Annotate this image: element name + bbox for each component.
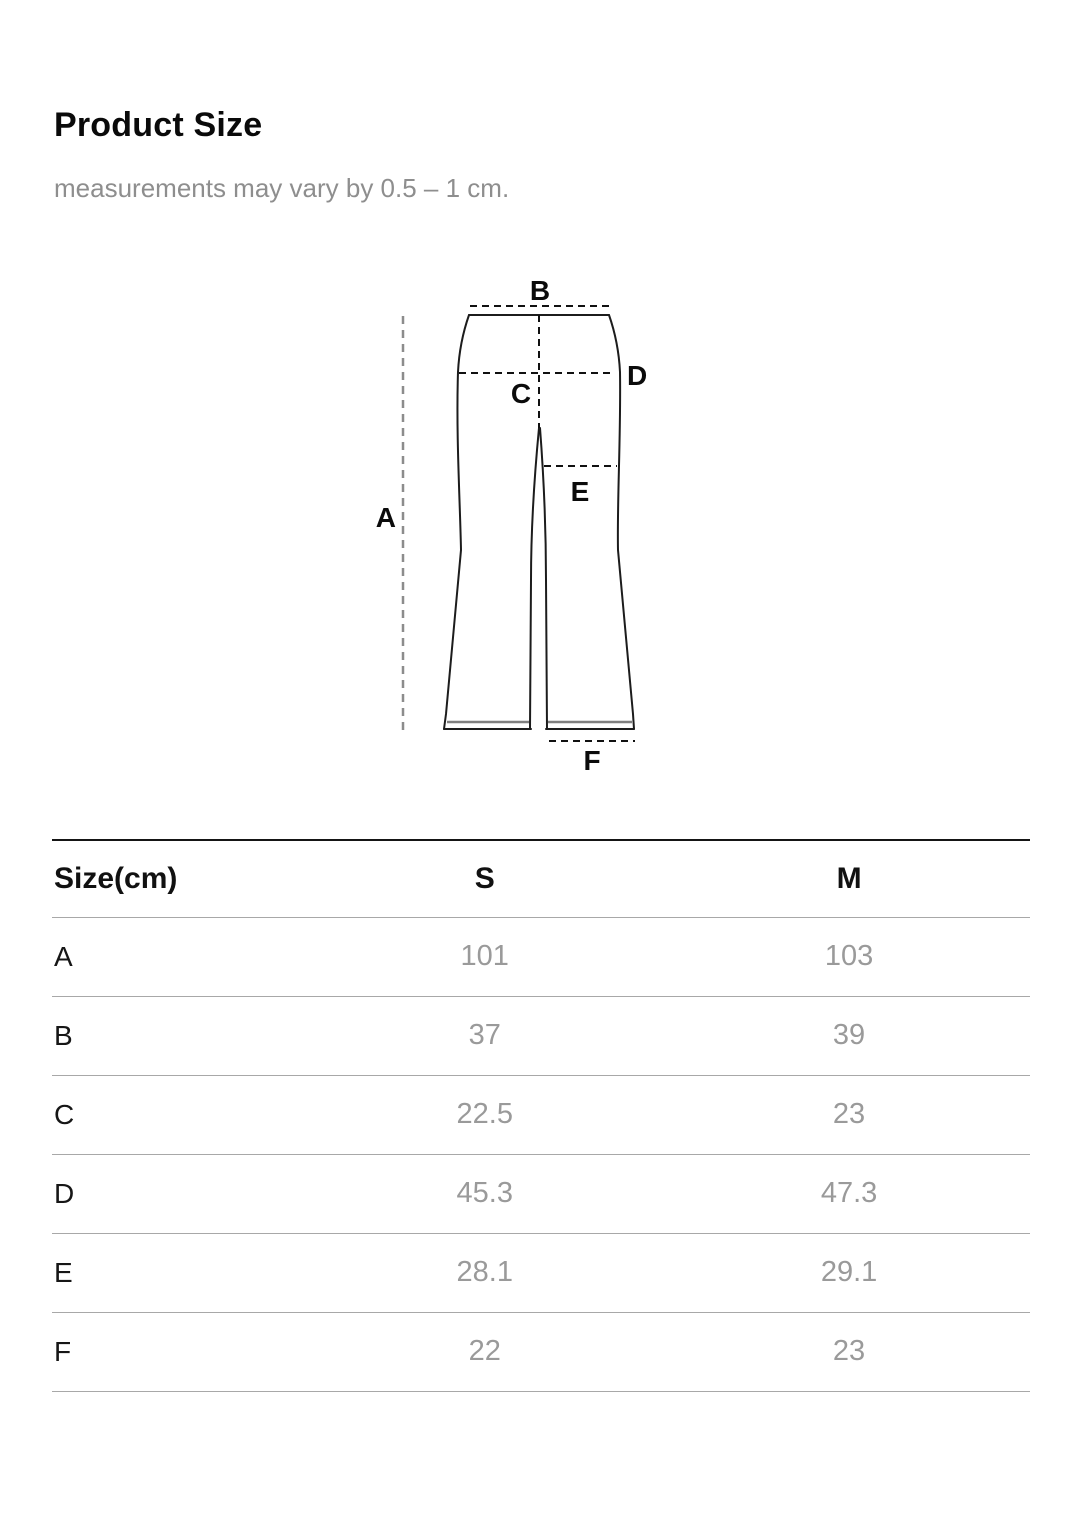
- value-f-s: 22: [301, 1312, 668, 1391]
- pants-measurement-diagram: [350, 270, 680, 780]
- row-label-c: C: [52, 1075, 301, 1154]
- row-label-e: E: [52, 1233, 301, 1312]
- value-d-m: 47.3: [668, 1154, 1030, 1233]
- table-row-b: [52, 996, 1030, 1075]
- column-header-size-m: M: [668, 840, 1030, 917]
- value-d-s: 45.3: [301, 1154, 668, 1233]
- table-row-f: [52, 1312, 1030, 1391]
- row-label-b: B: [52, 996, 301, 1075]
- value-c-m: 23: [668, 1075, 1030, 1154]
- row-label-a: A: [52, 917, 301, 996]
- size-table-header-row: [52, 840, 1030, 917]
- size-table: [52, 839, 1030, 1392]
- table-row-d: [52, 1154, 1030, 1233]
- row-label-d: D: [52, 1154, 301, 1233]
- table-row-c: [52, 1075, 1030, 1154]
- value-e-m: 29.1: [668, 1233, 1030, 1312]
- value-e-s: 28.1: [301, 1233, 668, 1312]
- measure-label-f: F: [583, 745, 601, 776]
- value-a-m: 103: [668, 917, 1030, 996]
- table-row-e: [52, 1233, 1030, 1312]
- column-header-size-cm: Size(cm): [52, 840, 301, 917]
- pants-right-inseam: [540, 428, 547, 729]
- value-f-m: 23: [668, 1312, 1030, 1391]
- value-c-s: 22.5: [301, 1075, 668, 1154]
- table-row-a: [52, 917, 1030, 996]
- value-a-s: 101: [301, 917, 668, 996]
- measure-label-e: E: [570, 476, 590, 507]
- column-header-size-s: S: [301, 840, 668, 917]
- measure-label-b: B: [529, 275, 551, 306]
- measure-label-c: C: [510, 378, 532, 409]
- value-b-s: 37: [301, 996, 668, 1075]
- value-b-m: 39: [668, 996, 1030, 1075]
- measurement-disclaimer: measurements may vary by 0.5 – 1 cm.: [54, 173, 510, 203]
- row-label-f: F: [52, 1312, 301, 1391]
- page-title: Product Size: [54, 106, 263, 144]
- pants-left-outer-edge: [444, 315, 469, 729]
- measure-label-a: A: [375, 502, 396, 533]
- measure-label-d: D: [627, 360, 648, 391]
- pants-left-inseam: [530, 428, 539, 729]
